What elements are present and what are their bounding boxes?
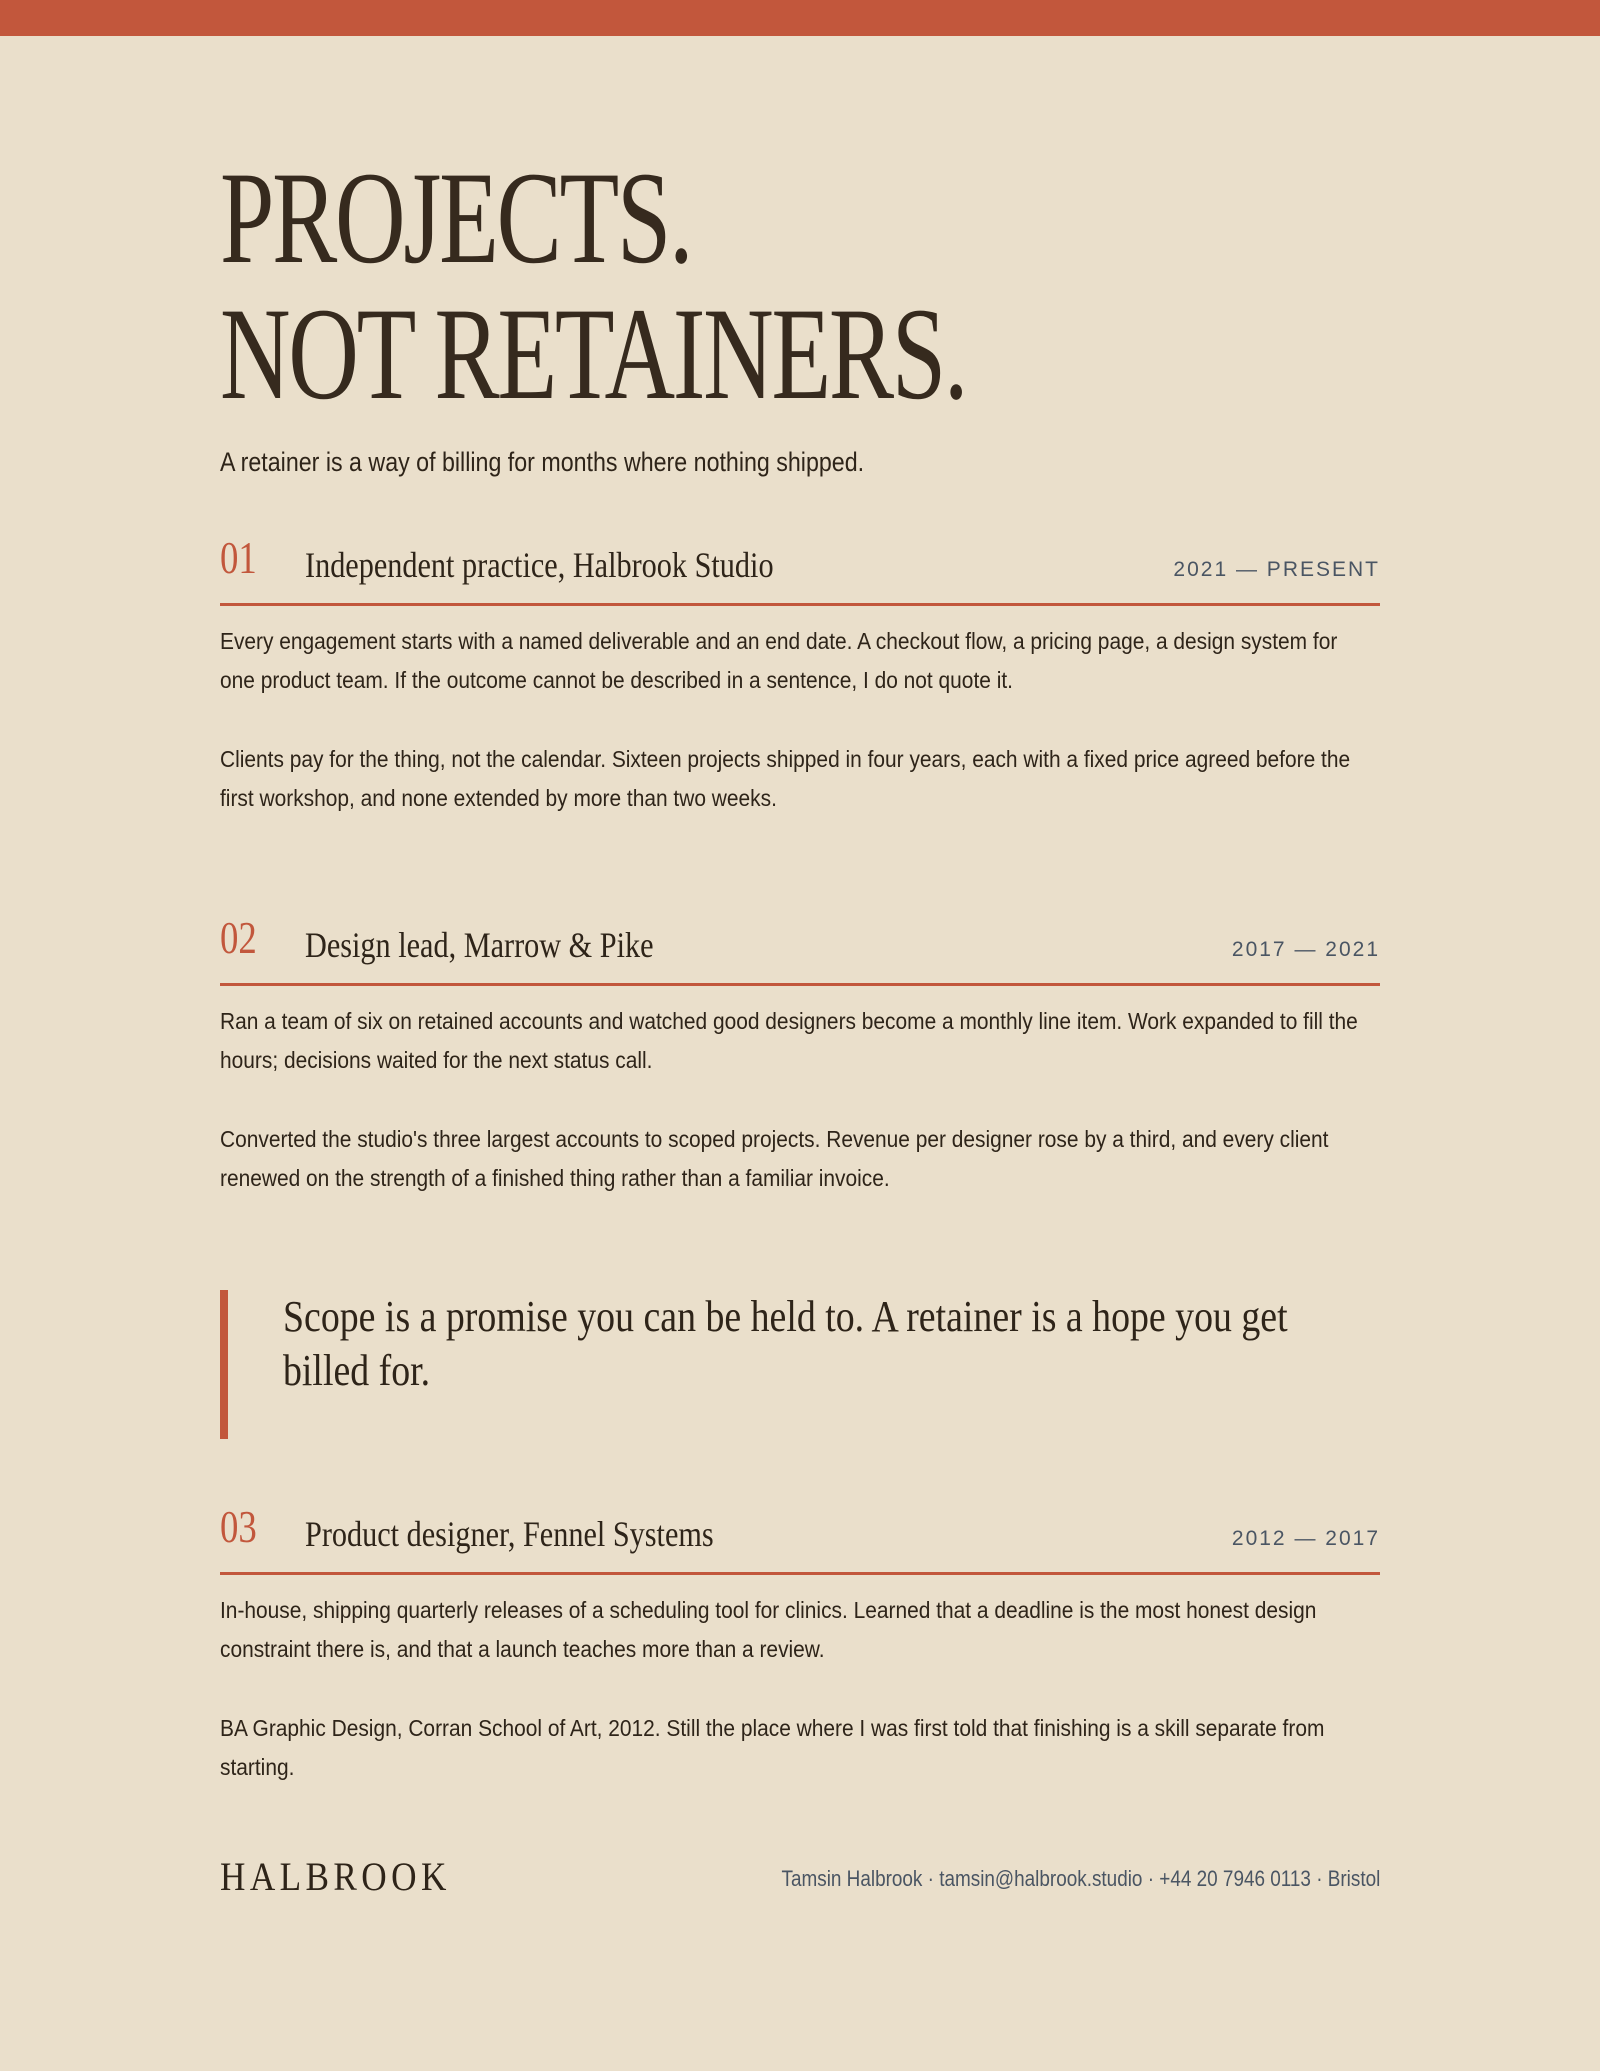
headline-line-1: PROJECTS.: [220, 144, 692, 291]
footer-contact: Tamsin Halbrook · tamsin@halbrook.studio · +44 20 7946 0113 · Bristol: [781, 1866, 1380, 1891]
experience-section-2: [220, 910, 1380, 1238]
footer-logo: HALBROOK: [220, 1854, 451, 1899]
section-paragraph: In-house, shipping quarterly releases of a scheduling tool for clinics. Learned that a deadline is the most honest design constraint there is, and that a launch teaches more than a review.: [220, 1597, 1317, 1662]
section-body: [220, 606, 1380, 818]
section-dates: 2012 — 2017: [1231, 1527, 1380, 1550]
section-title: Product designer, Fennel Systems: [305, 1514, 714, 1554]
pull-quote: [220, 1290, 1380, 1439]
section-number: 01: [220, 532, 257, 583]
section-body: [220, 1575, 1380, 1787]
pull-quote-text: Scope is a promise you can be held to. A retainer is a hope you get billed for.: [283, 1292, 1288, 1395]
experience-section-3: [220, 1499, 1380, 1827]
experience-section-1: [220, 530, 1380, 858]
section-dates: 2017 — 2021: [1231, 938, 1380, 961]
headline-line-2: NOT RETAINERS.: [220, 280, 967, 427]
section-body: [220, 986, 1380, 1198]
section-header: [220, 910, 1380, 986]
section-paragraph: Clients pay for the thing, not the calendar. Sixteen projects shipped in four years, each with a fixed price agreed before the first workshop, and none extended by more than two weeks.: [220, 746, 1351, 811]
section-title: Independent practice, Halbrook Studio: [305, 545, 774, 585]
page-headline: [220, 144, 967, 427]
top-accent-bar: [0, 0, 1600, 36]
section-header: [220, 1499, 1380, 1575]
section-number: 02: [220, 912, 257, 963]
section-paragraph: Every engagement starts with a named deliverable and an end date. A checkout flow, a pricing page, a design system for one product team. If the outcome cannot be described in a sentence, I do not quote it.: [220, 628, 1338, 693]
section-title: Design lead, Marrow & Pike: [305, 925, 654, 965]
section-dates: 2021 — PRESENT: [1173, 558, 1380, 581]
section-header: [220, 530, 1380, 606]
section-number: 03: [220, 1501, 257, 1552]
section-paragraph: Ran a team of six on retained accounts and watched good designers become a monthly line item. Work expanded to fill the hours; decisions waited for the next status call.: [220, 1008, 1358, 1073]
lede-text: A retainer is a way of billing for months where nothing shipped.: [220, 447, 865, 477]
section-paragraph: Converted the studio's three largest accounts to scoped projects. Revenue per designer rose by a third, and every client renewed on the strength of a finished thing rather than a familiar invoice.: [220, 1126, 1329, 1191]
section-paragraph: BA Graphic Design, Corran School of Art, 2012. Still the place where I was first told that finishing is a skill separate from starting.: [220, 1715, 1325, 1780]
